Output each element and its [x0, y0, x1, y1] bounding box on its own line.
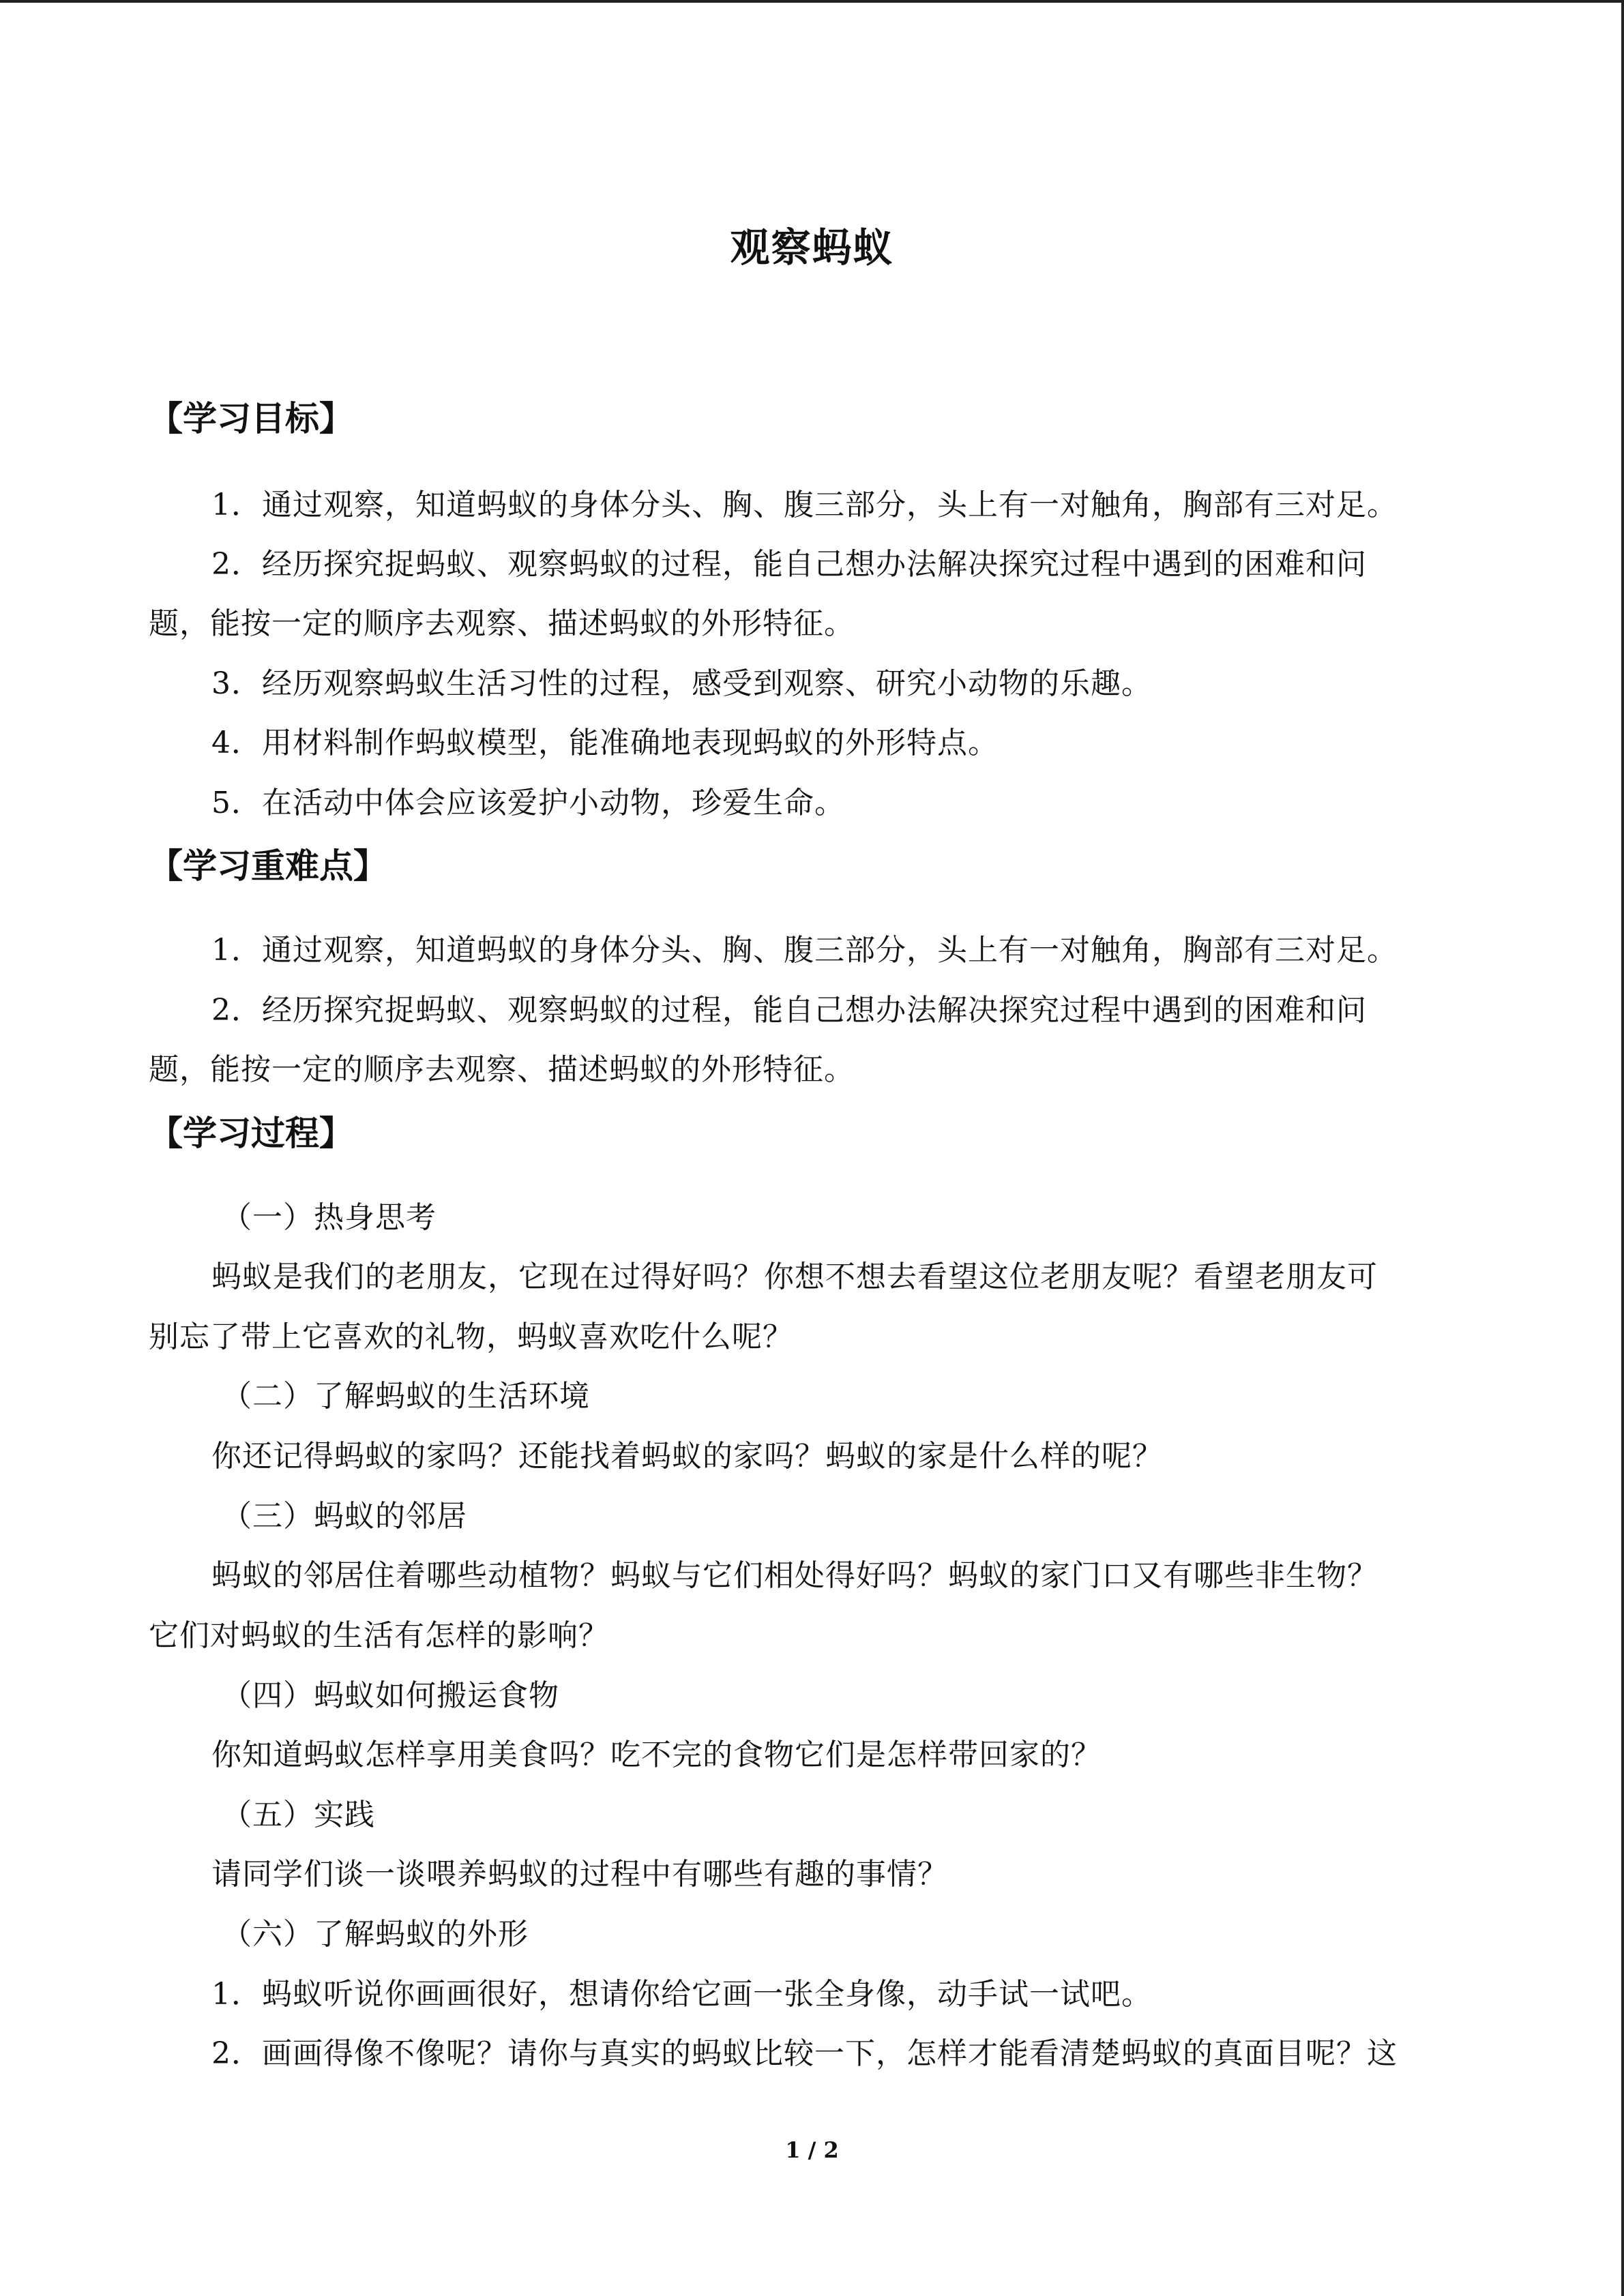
process-subheading: （六）了解蚂蚁的外形 [222, 1917, 529, 1952]
goal-line: 1．通过观察，知道蚂蚁的身体分头、胸、腹三部分，头上有一对触角，胸部有三对足。 [211, 488, 1398, 522]
process-line: 你还记得蚂蚁的家吗？还能找着蚂蚁的家吗？蚂蚁的家是什么样的呢？ [211, 1439, 1163, 1474]
section-heading-keypoints: 【学习重难点】 [149, 846, 387, 886]
goal-line: 4．用材料制作蚂蚁模型，能准确地表现蚂蚁的外形特点。 [211, 726, 999, 760]
process-line: 2．画画得像不像呢？请你与真实的蚂蚁比较一下，怎样才能看清楚蚂蚁的真面目呢？这 [211, 2036, 1398, 2071]
section-heading-goals: 【学习目标】 [149, 399, 353, 438]
goal-line: 5．在活动中体会应该爱护小动物，珍爱生命。 [211, 786, 845, 820]
process-subheading: （三）蚂蚁的邻居 [222, 1499, 467, 1534]
process-subheading: （二）了解蚂蚁的生活环境 [222, 1379, 590, 1414]
goal-line: 2．经历探究捉蚂蚁、观察蚂蚁的过程，能自己想办法解决探究过程中遇到的困难和问 [211, 547, 1367, 582]
keypoint-line: 1．通过观察，知道蚂蚁的身体分头、胸、腹三部分，头上有一对触角，胸部有三对足。 [211, 933, 1398, 968]
process-line: 蚂蚁是我们的老朋友，它现在过得好吗？你想不想去看望这位老朋友呢？看望老朋友可 [211, 1259, 1378, 1294]
goal-line: 题，能按一定的顺序去观察、描述蚂蚁的外形特征。 [149, 606, 855, 641]
process-subheading: （五）实践 [222, 1798, 375, 1832]
keypoint-line: 题，能按一定的顺序去观察、描述蚂蚁的外形特征。 [149, 1052, 855, 1087]
process-line: 别忘了带上它喜欢的礼物，蚂蚁喜欢吃什么呢？ [149, 1320, 793, 1354]
process-line: 它们对蚂蚁的生活有怎样的影响？ [149, 1618, 609, 1653]
process-subheading: （四）蚂蚁如何搬运食物 [222, 1678, 559, 1713]
process-line: 你知道蚂蚁怎样享用美食吗？吃不完的食物它们是怎样带回家的？ [211, 1738, 1102, 1772]
process-line: 蚂蚁的邻居住着哪些动植物？蚂蚁与它们相处得好吗？蚂蚁的家门口又有哪些非生物？ [211, 1558, 1378, 1593]
process-line: 请同学们谈一谈喂养蚂蚁的过程中有哪些有趣的事情？ [211, 1857, 948, 1892]
process-line: 1．蚂蚁听说你画画很好，想请你给它画一张全身像，动手试一试吧。 [211, 1977, 1152, 2012]
process-subheading: （一）热身思考 [222, 1200, 437, 1235]
section-heading-process: 【学习过程】 [149, 1114, 353, 1153]
keypoint-line: 2．经历探究捉蚂蚁、观察蚂蚁的过程，能自己想办法解决探究过程中遇到的困难和问 [211, 993, 1367, 1028]
document-title: 观察蚂蚁 [730, 224, 894, 271]
goal-line: 3．经历观察蚂蚁生活习性的过程，感受到观察、研究小动物的乐趣。 [211, 666, 1152, 701]
page-number: 1 / 2 [785, 2137, 839, 2163]
